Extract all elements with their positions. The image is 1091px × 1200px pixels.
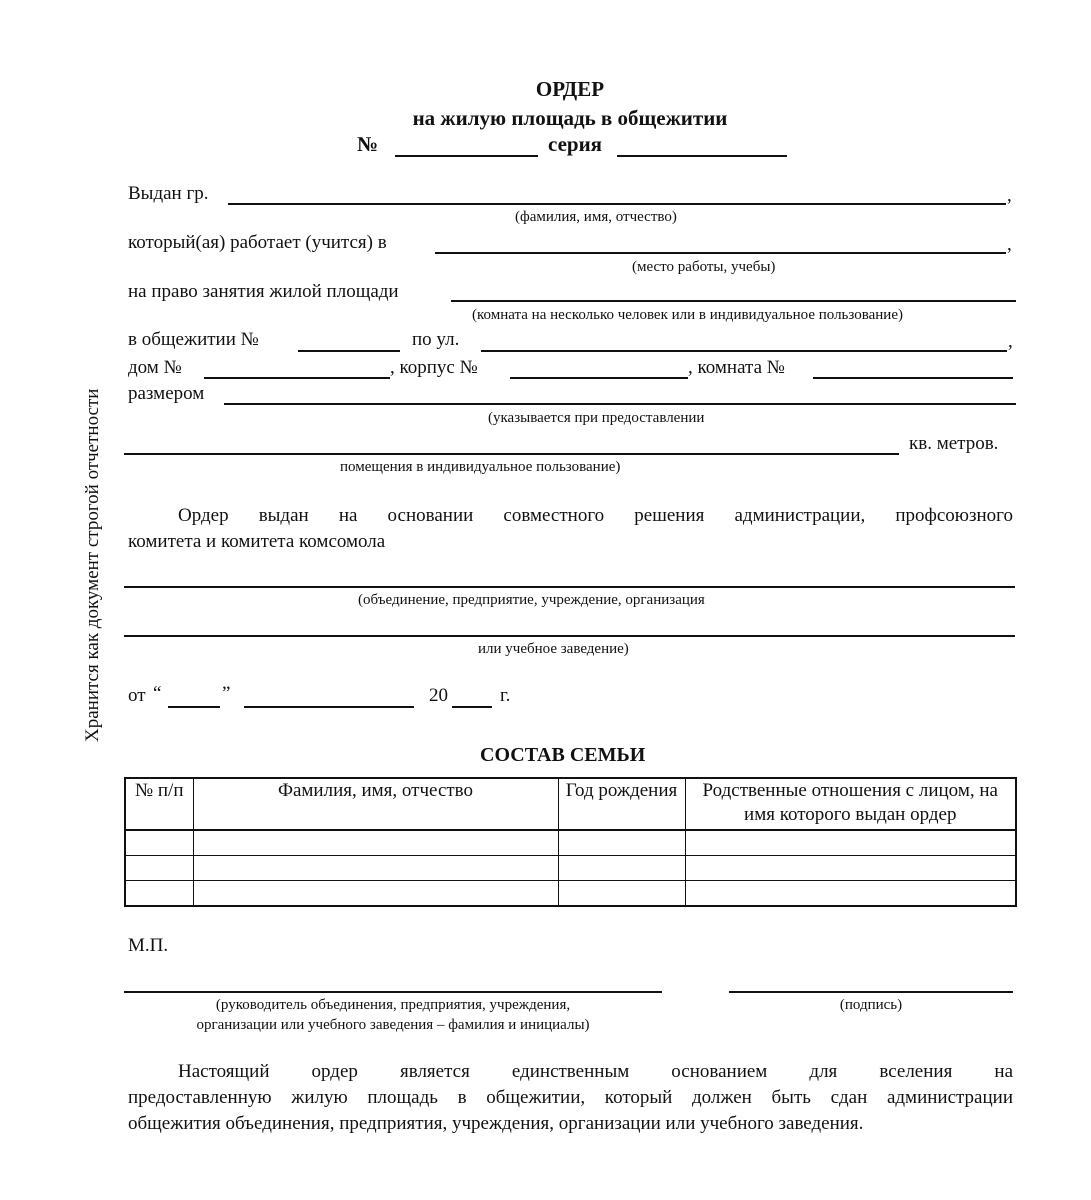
- cell-name[interactable]: [193, 881, 558, 907]
- comma: ,: [1008, 331, 1013, 352]
- side-note: Хранится как документ строгой отчетности: [82, 388, 103, 742]
- cell-birth-year[interactable]: [558, 856, 685, 881]
- cell-relationship[interactable]: [685, 856, 1016, 881]
- street-field[interactable]: [481, 350, 1007, 352]
- size-field[interactable]: [224, 403, 1016, 405]
- table-row: [125, 881, 1016, 907]
- signature-field[interactable]: [729, 991, 1013, 993]
- house-number-field[interactable]: [204, 377, 390, 379]
- document-title: ОРДЕР: [535, 77, 605, 101]
- cell-number[interactable]: [125, 856, 193, 881]
- footer-text-line-3: общежития объединения, предприятия, учреждения, организации или учебного заведения.: [128, 1113, 864, 1134]
- order-series-field[interactable]: [617, 155, 787, 157]
- head-hint-2: организации или учебного заведения – фамилия и инициалы): [196, 1017, 590, 1033]
- size-field-continuation[interactable]: [124, 453, 899, 455]
- issued-to-label: Выдан гр.: [128, 183, 209, 204]
- house-label: дом №: [128, 357, 182, 378]
- number-label: №: [357, 132, 379, 156]
- comma: ,: [1007, 234, 1012, 255]
- date-day-field[interactable]: [168, 706, 220, 708]
- issued-to-field[interactable]: [228, 203, 1006, 205]
- table-row: [125, 856, 1016, 881]
- head-hint-1: (руководитель объединения, предприятия, учреждения,: [215, 997, 571, 1013]
- cell-relationship[interactable]: [685, 881, 1016, 907]
- issued-to-hint: (фамилия, имя, отчество): [515, 209, 677, 225]
- footer-text-line-2: предоставленную жилую площадь в общежитии, который должен быть сдан администрации: [128, 1087, 1013, 1108]
- open-quote: “: [153, 683, 162, 704]
- room-label: , комната №: [688, 357, 785, 378]
- works-label: который(ая) работает (учится) в: [128, 232, 387, 253]
- table-header-row: [125, 778, 1016, 830]
- family-heading: СОСТАВ СЕМЬИ: [480, 744, 646, 766]
- column-header-number: № п/п: [125, 778, 193, 830]
- footer-text-line-1: Настоящий ордер является единственным основанием для вселения на: [178, 1061, 1013, 1082]
- cell-name[interactable]: [193, 856, 558, 881]
- cell-relationship[interactable]: [685, 830, 1016, 856]
- basis-text-line-1: Ордер выдан на основании совместного решения администрации, профсоюзного: [178, 505, 1013, 526]
- dorm-number-field[interactable]: [298, 350, 400, 352]
- comma: ,: [1007, 185, 1012, 206]
- building-label: , корпус №: [390, 357, 478, 378]
- basis-hint-2: или учебное заведение): [478, 641, 629, 657]
- family-table: [124, 777, 1017, 907]
- year-suffix: г.: [500, 685, 511, 706]
- order-number-field[interactable]: [395, 155, 538, 157]
- basis-hint-1: (объединение, предприятие, учреждение, организация: [358, 592, 705, 608]
- year-prefix: 20: [429, 685, 448, 706]
- date-year-field[interactable]: [452, 706, 492, 708]
- room-number-field[interactable]: [813, 377, 1013, 379]
- organization-field-continuation[interactable]: [124, 635, 1015, 637]
- cell-birth-year[interactable]: [558, 830, 685, 856]
- date-month-field[interactable]: [244, 706, 414, 708]
- works-hint: (место работы, учебы): [632, 259, 776, 275]
- basis-text-line-2: комитета и комитета комсомола: [128, 531, 386, 552]
- cell-number[interactable]: [125, 881, 193, 907]
- column-header-name: Фамилия, имя, отчество: [193, 778, 558, 830]
- date-from-label: от: [128, 685, 146, 706]
- room-type-field[interactable]: [451, 300, 1016, 302]
- size-hint-2: помещения в индивидуальное пользование): [340, 459, 621, 475]
- cell-birth-year[interactable]: [558, 881, 685, 907]
- dorm-label: в общежитии №: [128, 329, 259, 350]
- head-name-field[interactable]: [124, 991, 662, 993]
- street-label: по ул.: [412, 329, 460, 350]
- organization-field[interactable]: [124, 586, 1015, 588]
- stamp-label: М.П.: [128, 935, 169, 956]
- document-subtitle: на жилую площадь в общежитии: [412, 106, 728, 130]
- right-hint: (комната на несколько человек или в индивидуальное пользование): [472, 307, 903, 323]
- column-header-relationship: Родственные отношения с лицом, на имя которого выдан ордер: [685, 778, 1016, 830]
- series-label: серия: [548, 132, 603, 156]
- cell-number[interactable]: [125, 830, 193, 856]
- column-header-birth-year: Год рождения: [558, 778, 685, 830]
- right-label: на право занятия жилой площади: [128, 281, 399, 302]
- size-hint-1: (указывается при предоставлении: [488, 410, 705, 426]
- close-quote: ”: [222, 683, 231, 704]
- building-number-field[interactable]: [510, 377, 688, 379]
- sqm-label: кв. метров.: [909, 433, 999, 454]
- table-row: [125, 830, 1016, 856]
- signature-hint: (подпись): [839, 997, 903, 1013]
- size-label: размером: [128, 383, 205, 404]
- workplace-field[interactable]: [435, 252, 1006, 254]
- cell-name[interactable]: [193, 830, 558, 856]
